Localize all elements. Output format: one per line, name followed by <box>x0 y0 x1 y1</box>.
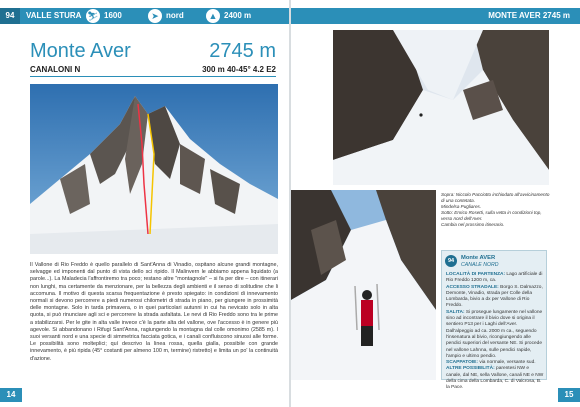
compass-icon: ➤ <box>148 9 162 23</box>
title-rule <box>30 76 276 77</box>
route-subtitle: CANALONI N <box>30 65 81 74</box>
info-value: via normale, versante sud. <box>477 360 536 366</box>
info-key: SALITA: <box>446 309 465 315</box>
route-grade: 300 m 40-45° 4.2 E2 <box>202 65 276 74</box>
photo-caption <box>441 192 551 229</box>
caption-line: Sotto: Enrico Rosetti, sulla vetta in condizioni top, verso nord dell'Aver. <box>441 210 542 222</box>
header-elevation-top: 2400 m <box>224 11 252 20</box>
info-row <box>446 310 544 360</box>
info-subtitle: CANALE NORD <box>461 262 499 268</box>
page-number-right: 15 <box>564 390 574 399</box>
caption-line: Mindelsa Pugliares. <box>441 204 482 210</box>
mountain-photo <box>30 84 278 254</box>
page-number-left: 14 <box>6 390 16 399</box>
info-key: ACCESSO STRADALE: <box>446 284 499 290</box>
skier-photo-bottom <box>291 190 436 380</box>
header-elevation-start: 1600 <box>104 11 122 20</box>
info-key: LOCALITÀ DI PARTENZA: <box>446 272 506 277</box>
skier-icon: ⛷ <box>87 11 99 21</box>
info-key: ALTRE POSSIBILITÀ: <box>446 366 495 372</box>
info-row <box>446 272 544 285</box>
info-row <box>446 366 544 391</box>
info-title: Monte AVER <box>461 255 496 261</box>
body-text: Il Vallone di Rio Freddo è quello parallelo di Sant'Anna di Vinadio, ospitano alcune grandi montagne, selvagge ed imponenti dal punto di vista dello sci ripido. Il Malinvern le abbiamo appena liquidato (a parole...). La Maladecia l'affrontiremo tra poco; restano altre "montagnole" – si fa per dire – con itinerari non lunghi, ma certamente da menzionare, per la bellezza degli ambienti e il senso di solitudine che li accomuna. Il motivo di questa scarsa frequentazione è presto spiegato: in condizioni di innevamento normali si devono percorrere a piedi numerosi chilometri di strada in piano, per giungere in prossimità delle montagne. Solo in tarda primavera, o in quei particolari autunni in cui ha nevicato solo in alta quota, si può rinunciare agli sci e percorrere la strada asfaltata. Le nevi di Rio Freddo sono tra le prime a stabilizzarsi. Per le gite in alta valle invece c'è la parte alta del vallone, ove l'accesso è in genere più agevole. Si abbandonano i Rifugi Sant'Anna, ragiungendo la montagna dal colle omonimo (2585 m). I suoi versanti nord e una specie di simmetrica facciata gotica, e i canali confluiscono sinuosi alle forme. Le possibilità sono molteplici; quí descrivo la linea rossa, quella gialla, possibile con grande innevamento, è più ripida (45° costanti per almeno 100 m, termine) ristretto) e limita un po' la continuità d'azione. <box>30 262 278 362</box>
caption-line: Sopra: Niccolo Pacciotto inchiodato all'avvicinamento di una contetata. <box>441 192 550 204</box>
header-page-badge: 94 <box>0 8 20 24</box>
info-value: parentesi NW e canale, dal NE, sella Vallone, canali NE e NW della cima della Lombarda, C. di Valcrosa, B. la Pace. <box>446 366 544 391</box>
header-region: VALLE STURA <box>26 11 82 20</box>
summit-icon: ▲ <box>206 9 220 23</box>
caption-line: Cambia nel prossimo itinerario. <box>441 222 505 228</box>
route-number-badge: 94 <box>445 255 457 267</box>
info-key: SCAPPATOIE: <box>446 360 478 366</box>
info-value: Lago artificiale di Rio Freddo 1200 m, ca. <box>446 272 543 284</box>
route-altitude: 2745 m <box>209 40 276 62</box>
info-row <box>446 285 544 310</box>
info-value: Borgo S. Dalmazzo, Demonte, Vinadio, strada per Colle della Lombarda, bivio a dx per Vallone di Rio Freddo. <box>446 284 543 309</box>
header-right-title: MONTE AVER 2745 m <box>488 11 570 20</box>
info-value: Si prosegue lungamente nel vallone sino ad incontrare il bivio dove si origina il sentiero P13 per i Laghi dell'Aver. Dall'alpeggio ad ca. 2000 m ca., seguendo l'insenatura al bivio, ricongiungendo alle pendici superiori del versante NE. Si procede nel vallone Lahnna, sulle pendici rapide, l'ampio e ultimo pendio. <box>446 309 543 359</box>
route-info-box <box>441 250 547 391</box>
couloir-photo-top <box>333 30 549 185</box>
route-title: Monte Aver <box>30 40 131 62</box>
header-aspect: nord <box>166 11 184 20</box>
info-body <box>446 272 544 392</box>
